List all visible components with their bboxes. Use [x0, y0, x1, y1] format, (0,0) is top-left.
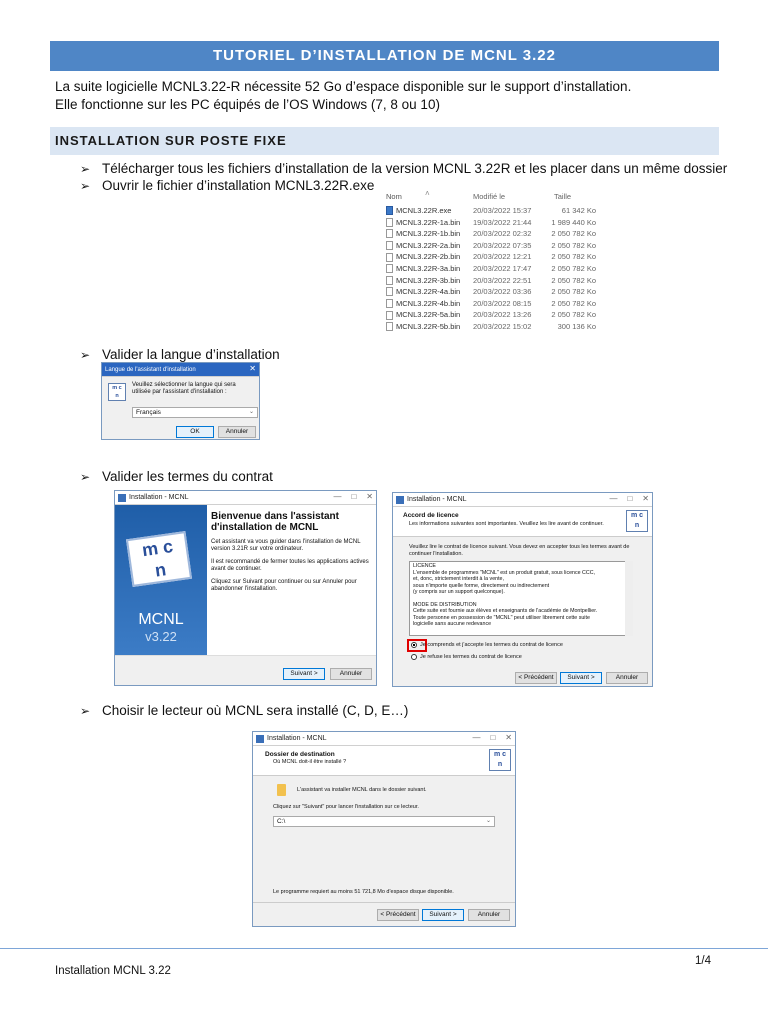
license-line: Toute personne en possession de "MCNL" peut utiliser librement cette suite [413, 614, 590, 621]
license-line: LICENCE [413, 563, 436, 569]
dialog-titlebar [253, 732, 515, 746]
arrow-bullet-icon: ➢ [80, 704, 91, 718]
mcnl-logo-icon: m c n [489, 749, 511, 771]
close-icon[interactable]: ✕ [505, 733, 512, 742]
file-name-cell [383, 228, 473, 240]
file-icon [386, 276, 393, 285]
file-icon [386, 299, 393, 308]
section-title: INSTALLATION SUR POSTE FIXE [50, 127, 719, 155]
file-icon [386, 229, 393, 238]
license-subheading: Les informations suivantes sont importantes. Veuillez les lire avant de continuer. [409, 521, 604, 527]
maximize-icon[interactable]: □ [351, 492, 357, 501]
refuse-label: Je refuse les termes du contrat de licence [420, 654, 522, 660]
license-line: MODE DE DISTRIBUTION [413, 601, 477, 608]
cancel-button[interactable]: Annuler [606, 672, 648, 684]
radio-unchecked-icon [411, 654, 417, 660]
file-name-cell [383, 298, 473, 310]
column-date[interactable]: Modifié le [473, 192, 506, 201]
disk-space-requirement: Le programme requiert au moins 51 721,8 Mo d'espace disque disponible. [273, 889, 454, 895]
minimize-icon[interactable]: — [472, 733, 481, 742]
app-icon [256, 735, 264, 743]
file-name-cell [383, 321, 473, 333]
file-size: 2 050 782 Ko [551, 240, 596, 250]
file-date: 20/03/2022 08:15 [473, 298, 532, 308]
intro-paragraph [55, 78, 631, 114]
file-name-cell [383, 263, 473, 275]
license-heading: Accord de licence [403, 512, 459, 519]
minimize-icon[interactable]: — [333, 492, 342, 501]
license-intro: Veuillez lire le contrat de licence suivant. Vous devez en accepter tous les termes avant de continuer l'installation. [409, 544, 630, 557]
file-date: 20/03/2022 15:02 [473, 321, 532, 331]
file-name: MCNL3.22R-1a.bin [396, 217, 461, 227]
file-size: 2 050 782 Ko [551, 298, 596, 308]
chevron-down-icon: ⌄ [485, 818, 491, 824]
mcnl-logo-icon: m c n [108, 383, 126, 401]
destination-heading: Dossier de destination [265, 751, 335, 758]
file-row[interactable] [383, 298, 601, 310]
welcome-side-banner [115, 505, 207, 655]
mcnl-logo-icon: m c n [626, 510, 648, 532]
close-icon[interactable]: ✕ [249, 364, 256, 373]
file-explorer-list [383, 189, 601, 335]
next-button[interactable]: Suivant > [422, 909, 464, 921]
license-line: (y compris sur un support quelconque). [413, 589, 505, 595]
license-line: Cette suite est fournie aux élèves et enseignants de l'académie de Montpellier. [413, 608, 598, 614]
welcome-dialog [114, 490, 377, 686]
bullet-open-exe [80, 177, 374, 195]
bullet-text: Télécharger tous les fichiers d’installation de la version MCNL 3.22R et les placer dans un même dossier [102, 161, 728, 176]
file-date: 20/03/2022 03:36 [473, 287, 532, 297]
file-date: 20/03/2022 12:21 [473, 252, 532, 262]
welcome-text-3: Cliquez sur Suivant pour continuer ou sur Annuler pour abandonner l'installation. [211, 579, 357, 592]
file-row[interactable] [383, 275, 601, 287]
dialog-titlebar [115, 491, 376, 505]
file-name-cell [383, 240, 473, 252]
file-name-cell [383, 309, 473, 321]
file-icon [386, 287, 393, 296]
destination-path-select[interactable] [273, 816, 495, 827]
column-name[interactable]: Nom [386, 192, 402, 201]
license-line: L'ensemble de programmes "MCNL" est un produit gratuit, sous licence CCC, [413, 569, 596, 576]
brand-version: v3.22 [145, 629, 177, 644]
file-name: MCNL3.22R-5b.bin [396, 321, 461, 331]
close-icon[interactable]: ✕ [366, 492, 373, 501]
welcome-text-1: Cet assistant va vous guider dans l'installation de MCNL version 3.21R sur votre ordinateur. [211, 539, 361, 552]
column-size[interactable]: Taille [554, 192, 572, 201]
file-row[interactable] [383, 228, 601, 240]
file-size: 2 050 782 Ko [551, 287, 596, 297]
cancel-button[interactable]: Annuler [468, 909, 510, 921]
file-date: 20/03/2022 22:51 [473, 275, 532, 285]
file-name-cell [383, 251, 473, 263]
file-name: MCNL3.22R-3b.bin [396, 275, 461, 285]
intro-line-1: La suite logicielle MCNL3.22-R nécessite 52 Go d’espace disponible sur le support d’installation. [55, 79, 632, 94]
file-row[interactable] [383, 251, 601, 263]
file-row[interactable] [383, 205, 601, 217]
bullet-text: Valider les termes du contrat [102, 469, 273, 484]
file-name: MCNL3.22R.exe [396, 206, 452, 215]
maximize-icon[interactable]: □ [627, 494, 633, 503]
file-row[interactable] [383, 321, 601, 333]
maximize-icon[interactable]: □ [490, 733, 496, 742]
file-icon [386, 241, 393, 250]
close-icon[interactable]: ✕ [642, 494, 649, 503]
file-icon [386, 311, 393, 320]
license-dialog [392, 492, 653, 687]
file-name-cell [383, 275, 473, 287]
file-name: MCNL3.22R-1b.bin [396, 229, 461, 239]
file-icon [386, 322, 393, 331]
sort-caret-icon: ˄ [425, 189, 430, 198]
radio-checked-icon [411, 642, 417, 648]
destination-info: L'assistant va installer MCNL dans le dossier suivant. [297, 787, 427, 793]
dialog-header-area [393, 507, 653, 537]
file-date: 19/03/2022 21:44 [473, 217, 532, 227]
arrow-bullet-icon: ➢ [80, 162, 91, 176]
file-row[interactable] [383, 217, 601, 229]
license-line: logicielle sans aucune redevance [413, 621, 492, 627]
file-name: MCNL3.22R-5a.bin [396, 310, 461, 320]
file-date: 20/03/2022 15:37 [473, 206, 532, 215]
next-button[interactable]: Suivant > [283, 668, 325, 680]
file-list-header [383, 189, 601, 205]
dialog-header-area [253, 746, 516, 776]
file-date: 20/03/2022 07:35 [473, 240, 532, 250]
chevron-down-icon: ⌄ [248, 409, 254, 415]
arrow-bullet-icon: ➢ [80, 179, 91, 193]
language-select[interactable] [132, 407, 258, 418]
file-size: 1 989 440 Ko [551, 217, 596, 227]
file-size: 2 050 782 Ko [551, 229, 596, 239]
brand-name: MCNL [138, 611, 184, 628]
license-scrollbar[interactable] [625, 561, 633, 636]
file-row[interactable] [383, 309, 601, 321]
file-date: 20/03/2022 13:26 [473, 310, 532, 320]
intro-line-2: Elle fonctionne sur les PC équipés de l’OS Windows (7, 8 ou 10) [55, 97, 440, 112]
file-name: MCNL3.22R-2b.bin [396, 252, 461, 262]
destination-dialog [252, 731, 516, 927]
welcome-heading: Bienvenue dans l'assistant d'installation de MCNL [211, 511, 339, 533]
mcnl-logo-icon: m c n [126, 531, 192, 587]
previous-button[interactable]: < Précédent [515, 672, 557, 684]
dialog-button-bar [115, 655, 377, 686]
bullet-download [80, 160, 727, 178]
file-icon [386, 264, 393, 273]
dialog-titlebar [393, 493, 652, 507]
dialog-titlebar [102, 363, 259, 377]
file-size: 2 050 782 Ko [551, 275, 596, 285]
destination-instruction: Cliquez sur "Suivant" pour lancer l'installation sur ce lecteur. [273, 804, 419, 810]
file-name-cell [383, 217, 473, 229]
arrow-bullet-icon: ➢ [80, 348, 91, 362]
dialog-title: Installation - MCNL [267, 735, 327, 742]
language-selected: Français [136, 409, 161, 416]
footer-text: Installation MCNL 3.22 [55, 965, 171, 977]
previous-button[interactable]: < Précédent [377, 909, 419, 921]
file-name-cell [383, 205, 473, 217]
minimize-icon[interactable]: — [609, 494, 618, 503]
exe-file-icon [386, 206, 393, 215]
bullet-license [80, 468, 273, 486]
document-title: TUTORIEL D’INSTALLATION DE MCNL 3.22 [50, 41, 719, 71]
file-date: 20/03/2022 02:32 [473, 229, 532, 239]
page-number: 1/4 [695, 955, 711, 967]
file-name: MCNL3.22R-3a.bin [396, 263, 461, 273]
file-row[interactable] [383, 286, 601, 298]
file-date: 20/03/2022 17:47 [473, 263, 532, 273]
destination-path: C:\ [277, 818, 286, 825]
file-size: 2 050 782 Ko [551, 252, 596, 262]
language-dialog [101, 362, 260, 440]
app-icon [118, 494, 126, 502]
bullet-text: Ouvrir le fichier d’installation MCNL3.22R.exe [102, 178, 375, 193]
bullet-text: Choisir le lecteur où MCNL sera installé (C, D, E…) [102, 703, 409, 718]
file-size: 2 050 782 Ko [551, 263, 596, 273]
divider [253, 902, 516, 903]
cancel-button[interactable]: Annuler [218, 426, 256, 438]
language-prompt: Veuillez sélectionner la langue qui sera utilisée par l'assistant d'installation : [132, 382, 236, 395]
file-name-cell [383, 286, 473, 298]
file-icon [386, 218, 393, 227]
license-textarea[interactable] [409, 561, 633, 636]
cancel-button[interactable]: Annuler [330, 668, 372, 680]
app-icon [396, 496, 404, 504]
destination-subheading: Où MCNL doit-il être installé ? [273, 759, 347, 765]
footer-divider [0, 948, 768, 949]
license-line: et, donc, strictement interdit à la vente, [413, 576, 504, 582]
bullet-drive [80, 702, 408, 720]
accept-radio[interactable] [411, 642, 563, 648]
file-row[interactable] [383, 263, 601, 275]
dialog-title: Installation - MCNL [129, 494, 189, 501]
file-size: 2 050 782 Ko [551, 310, 596, 320]
bullet-text: Valider la langue d’installation [102, 347, 280, 362]
accept-label: Je comprends et j'accepte les termes du contrat de licence [420, 642, 563, 648]
welcome-text-2: Il est recommandé de fermer toutes les applications actives avant de continuer. [211, 559, 369, 572]
refuse-radio[interactable] [411, 654, 522, 660]
arrow-bullet-icon: ➢ [80, 470, 91, 484]
dialog-title: Installation - MCNL [407, 496, 467, 503]
folder-icon [277, 784, 286, 796]
file-size: 61 342 Ko [561, 206, 596, 215]
dialog-title: Langue de l'assistant d'installation [105, 366, 196, 373]
file-row[interactable] [383, 240, 601, 252]
file-size: 300 136 Ko [557, 321, 596, 331]
license-line: sous n'importe quelle forme, directement ou indirectement [413, 582, 550, 589]
file-name: MCNL3.22R-4a.bin [396, 287, 461, 297]
file-icon [386, 253, 393, 262]
ok-button[interactable]: OK [176, 426, 214, 438]
next-button[interactable]: Suivant > [560, 672, 602, 684]
file-name: MCNL3.22R-2a.bin [396, 240, 461, 250]
file-name: MCNL3.22R-4b.bin [396, 298, 461, 308]
